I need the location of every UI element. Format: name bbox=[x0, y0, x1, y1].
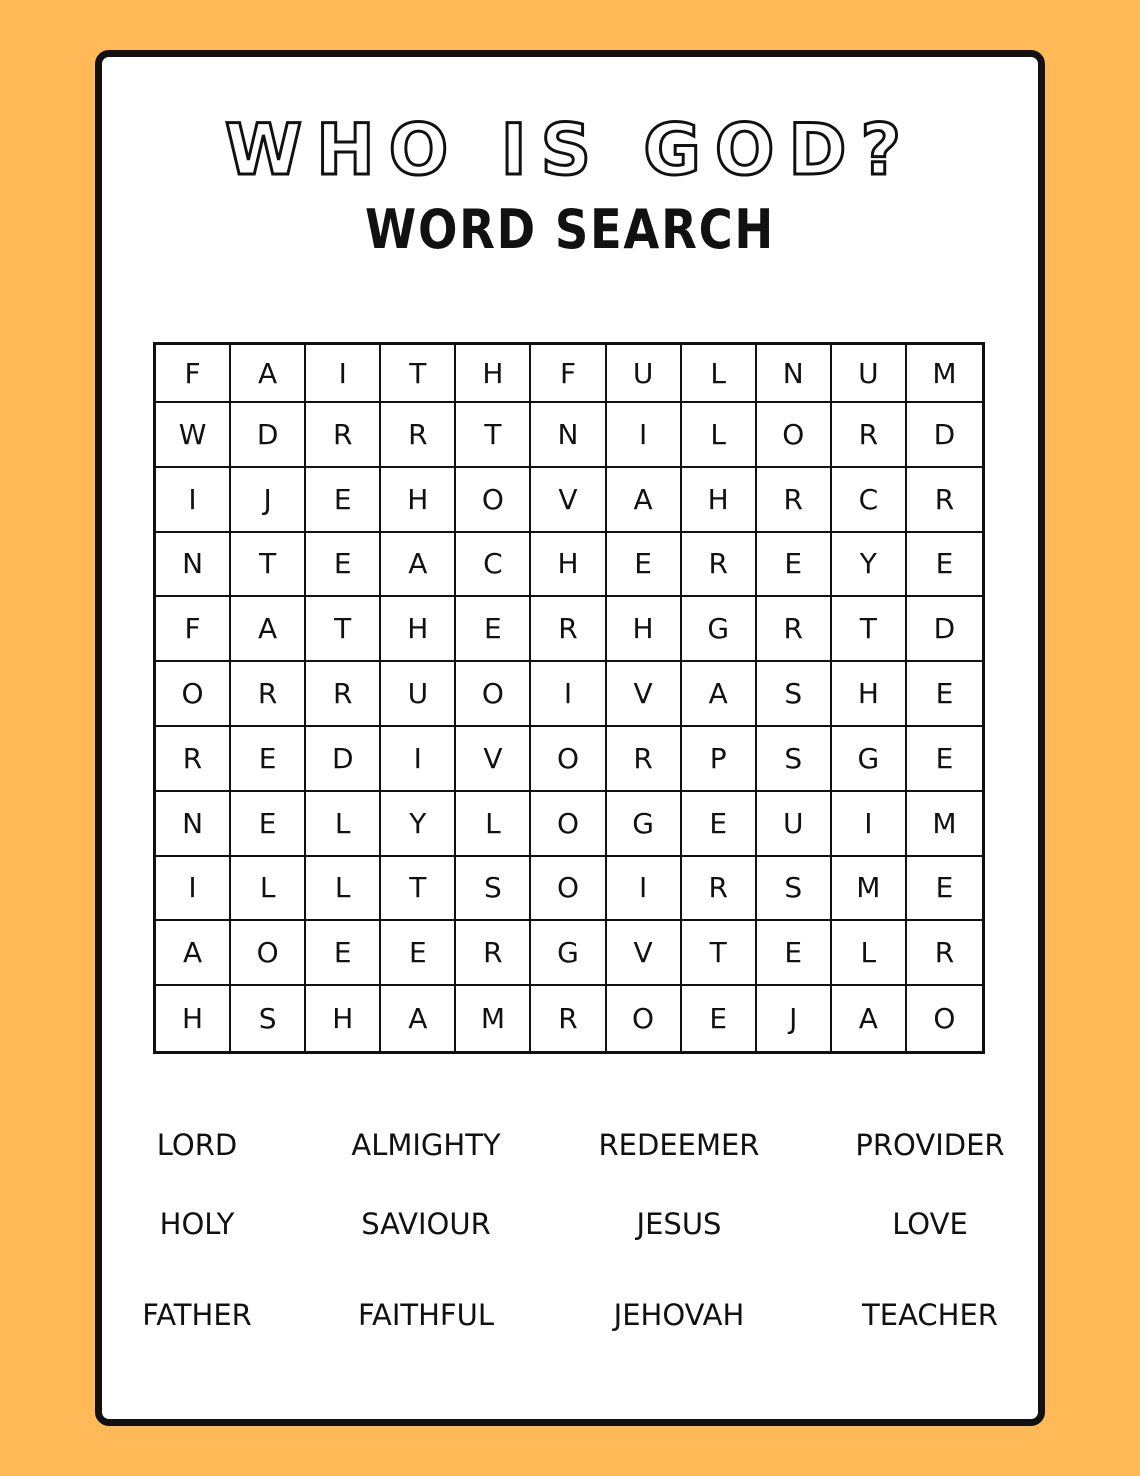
word-list-item: SAVIOUR bbox=[361, 1207, 491, 1241]
word-list-item: PROVIDER bbox=[855, 1128, 1005, 1162]
grid-cell[interactable]: S bbox=[757, 857, 832, 922]
word-list-item: LOVE bbox=[892, 1207, 968, 1241]
grid-cell[interactable]: V bbox=[607, 921, 682, 986]
grid-cell[interactable]: N bbox=[156, 533, 231, 598]
grid-cell[interactable]: E bbox=[306, 533, 381, 598]
grid-cell[interactable]: M bbox=[832, 857, 907, 922]
grid-cell[interactable]: E bbox=[682, 792, 757, 857]
grid-cell[interactable]: I bbox=[156, 857, 231, 922]
grid-cell[interactable]: S bbox=[757, 662, 832, 727]
page-subtitle: WORD SEARCH bbox=[365, 198, 775, 261]
grid-cell[interactable]: H bbox=[531, 533, 606, 598]
grid-cell[interactable]: I bbox=[832, 792, 907, 857]
grid-cell[interactable]: M bbox=[456, 986, 531, 1051]
grid-cell[interactable]: H bbox=[456, 345, 531, 403]
grid-cell[interactable]: G bbox=[607, 792, 682, 857]
grid-cell[interactable]: T bbox=[231, 533, 306, 598]
page-title: WHO IS GOD? bbox=[224, 109, 916, 191]
grid-cell[interactable]: S bbox=[757, 727, 832, 792]
grid-cell[interactable]: A bbox=[381, 533, 456, 598]
grid-cell[interactable]: R bbox=[306, 403, 381, 468]
grid-cell[interactable]: C bbox=[832, 468, 907, 533]
grid-cell[interactable]: F bbox=[156, 345, 231, 403]
grid-cell[interactable]: E bbox=[231, 792, 306, 857]
grid-cell[interactable]: U bbox=[757, 792, 832, 857]
grid-cell[interactable]: E bbox=[907, 662, 982, 727]
grid-cell[interactable]: F bbox=[531, 345, 606, 403]
grid-cell[interactable]: R bbox=[682, 857, 757, 922]
grid-cell[interactable]: J bbox=[231, 468, 306, 533]
grid-cell[interactable]: S bbox=[231, 986, 306, 1051]
grid-cell[interactable]: O bbox=[607, 986, 682, 1051]
grid-cell[interactable]: T bbox=[832, 597, 907, 662]
grid-cell[interactable]: D bbox=[306, 727, 381, 792]
word-list-item: TEACHER bbox=[862, 1298, 998, 1332]
word-list-item: FATHER bbox=[142, 1298, 252, 1332]
grid-cell[interactable]: T bbox=[682, 921, 757, 986]
grid-cell[interactable]: I bbox=[531, 662, 606, 727]
grid-cell[interactable]: R bbox=[306, 662, 381, 727]
grid-cell[interactable]: G bbox=[682, 597, 757, 662]
grid-cell[interactable]: H bbox=[682, 468, 757, 533]
grid-cell[interactable]: L bbox=[832, 921, 907, 986]
grid-cell[interactable]: S bbox=[456, 857, 531, 922]
grid-cell[interactable]: I bbox=[607, 403, 682, 468]
grid-cell[interactable]: E bbox=[456, 597, 531, 662]
grid-cell[interactable]: H bbox=[381, 468, 456, 533]
worksheet-page bbox=[95, 50, 1045, 1426]
grid-cell[interactable]: R bbox=[381, 403, 456, 468]
grid-cell[interactable]: O bbox=[531, 727, 606, 792]
grid-cell[interactable]: E bbox=[907, 727, 982, 792]
grid-cell[interactable]: L bbox=[682, 345, 757, 403]
grid-cell[interactable]: A bbox=[832, 986, 907, 1051]
grid-cell[interactable]: I bbox=[381, 727, 456, 792]
grid-cell[interactable]: O bbox=[231, 921, 306, 986]
grid-cell[interactable]: D bbox=[907, 597, 982, 662]
grid-cell[interactable]: J bbox=[757, 986, 832, 1051]
grid-cell[interactable]: P bbox=[682, 727, 757, 792]
word-list-item: ALMIGHTY bbox=[351, 1128, 501, 1162]
grid-cell[interactable]: E bbox=[907, 533, 982, 598]
grid-cell[interactable]: E bbox=[907, 857, 982, 922]
grid-cell[interactable]: H bbox=[156, 986, 231, 1051]
grid-cell[interactable]: O bbox=[933, 1002, 956, 1036]
grid-cell[interactable]: E bbox=[231, 727, 306, 792]
word-list-item: LORD bbox=[156, 1128, 238, 1162]
word-list-item: FAITHFUL bbox=[358, 1298, 494, 1332]
grid-cell[interactable]: U bbox=[381, 662, 456, 727]
grid-cell[interactable]: U bbox=[607, 345, 682, 403]
grid-cell[interactable]: L bbox=[456, 792, 531, 857]
grid-cell[interactable]: O bbox=[456, 468, 531, 533]
grid-cell[interactable]: E bbox=[306, 921, 381, 986]
grid-cell[interactable]: I bbox=[156, 468, 231, 533]
grid-cell[interactable]: R bbox=[907, 468, 982, 533]
word-list-item: REDEEMER bbox=[598, 1128, 760, 1162]
grid-cell[interactable]: U bbox=[832, 345, 907, 403]
grid-cell[interactable]: R bbox=[757, 597, 832, 662]
word-list-item: HOLY bbox=[159, 1207, 235, 1241]
grid-cell[interactable]: D bbox=[231, 403, 306, 468]
grid-cell[interactable]: R bbox=[156, 727, 231, 792]
grid-cell[interactable]: O bbox=[156, 662, 231, 727]
grid-cell[interactable]: R bbox=[907, 921, 982, 986]
grid-cell[interactable]: H bbox=[832, 662, 907, 727]
grid-cell[interactable]: T bbox=[381, 345, 456, 403]
grid-cell[interactable]: N bbox=[531, 403, 606, 468]
grid-cell[interactable]: E bbox=[306, 468, 381, 533]
grid-cell[interactable]: D bbox=[907, 403, 982, 468]
word-list-item: JESUS bbox=[636, 1207, 722, 1241]
grid-cell[interactable]: L bbox=[231, 857, 306, 922]
grid-cell[interactable]: T bbox=[306, 597, 381, 662]
grid-cell[interactable]: R bbox=[682, 533, 757, 598]
grid-cell[interactable]: I bbox=[607, 857, 682, 922]
grid-cell[interactable]: A bbox=[156, 921, 231, 986]
grid-cell[interactable]: O bbox=[757, 403, 832, 468]
grid-cell[interactable]: V bbox=[456, 727, 531, 792]
grid-cell[interactable]: M bbox=[907, 345, 982, 403]
grid-cell[interactable]: H bbox=[607, 597, 682, 662]
grid-cell[interactable]: O bbox=[531, 857, 606, 922]
grid-cell[interactable]: N bbox=[757, 345, 832, 403]
grid-cell[interactable]: V bbox=[607, 662, 682, 727]
grid-cell[interactable]: O bbox=[531, 792, 606, 857]
grid-cell[interactable]: H bbox=[381, 597, 456, 662]
grid-cell[interactable]: C bbox=[456, 533, 531, 598]
grid-cell[interactable]: A bbox=[682, 662, 757, 727]
word-list-item: JEHOVAH bbox=[613, 1298, 745, 1332]
grid-cell[interactable]: E bbox=[757, 533, 832, 598]
grid-cell[interactable]: H bbox=[306, 986, 381, 1051]
grid-cell[interactable]: R bbox=[832, 403, 907, 468]
grid-cell[interactable]: E bbox=[682, 986, 757, 1051]
grid-cell[interactable]: R bbox=[607, 727, 682, 792]
grid-cell[interactable]: L bbox=[682, 403, 757, 468]
grid-cell[interactable]: F bbox=[156, 597, 231, 662]
grid-cell[interactable]: T bbox=[381, 857, 456, 922]
grid-cell[interactable]: A bbox=[381, 986, 456, 1051]
grid-cell[interactable]: V bbox=[531, 468, 606, 533]
grid-cell[interactable]: O bbox=[456, 662, 531, 727]
word-search-grid bbox=[153, 342, 985, 1054]
grid-cell[interactable]: A bbox=[607, 468, 682, 533]
grid-cell[interactable]: M bbox=[907, 792, 982, 857]
grid-cell[interactable]: R bbox=[757, 468, 832, 533]
grid-cell[interactable]: N bbox=[156, 792, 231, 857]
grid-cell[interactable]: A bbox=[231, 345, 306, 403]
grid-cell[interactable]: R bbox=[531, 986, 606, 1051]
grid-cell[interactable]: R bbox=[231, 662, 306, 727]
grid-cell[interactable]: E bbox=[607, 533, 682, 598]
grid-cell[interactable]: L bbox=[306, 857, 381, 922]
grid-cell[interactable]: T bbox=[456, 403, 531, 468]
grid-cell[interactable]: G bbox=[832, 727, 907, 792]
grid-cell[interactable]: R bbox=[531, 597, 606, 662]
grid-cell[interactable]: W bbox=[156, 403, 231, 468]
grid-cell[interactable]: G bbox=[531, 921, 606, 986]
grid-cell[interactable]: L bbox=[306, 792, 381, 857]
grid-cell[interactable]: E bbox=[757, 921, 832, 986]
grid-cell[interactable]: R bbox=[456, 921, 531, 986]
grid-cell[interactable]: Y bbox=[832, 533, 907, 598]
grid-cell[interactable]: A bbox=[231, 597, 306, 662]
grid-cell[interactable]: I bbox=[306, 345, 381, 403]
grid-cell[interactable]: E bbox=[381, 921, 456, 986]
grid-cell[interactable]: Y bbox=[381, 792, 456, 857]
